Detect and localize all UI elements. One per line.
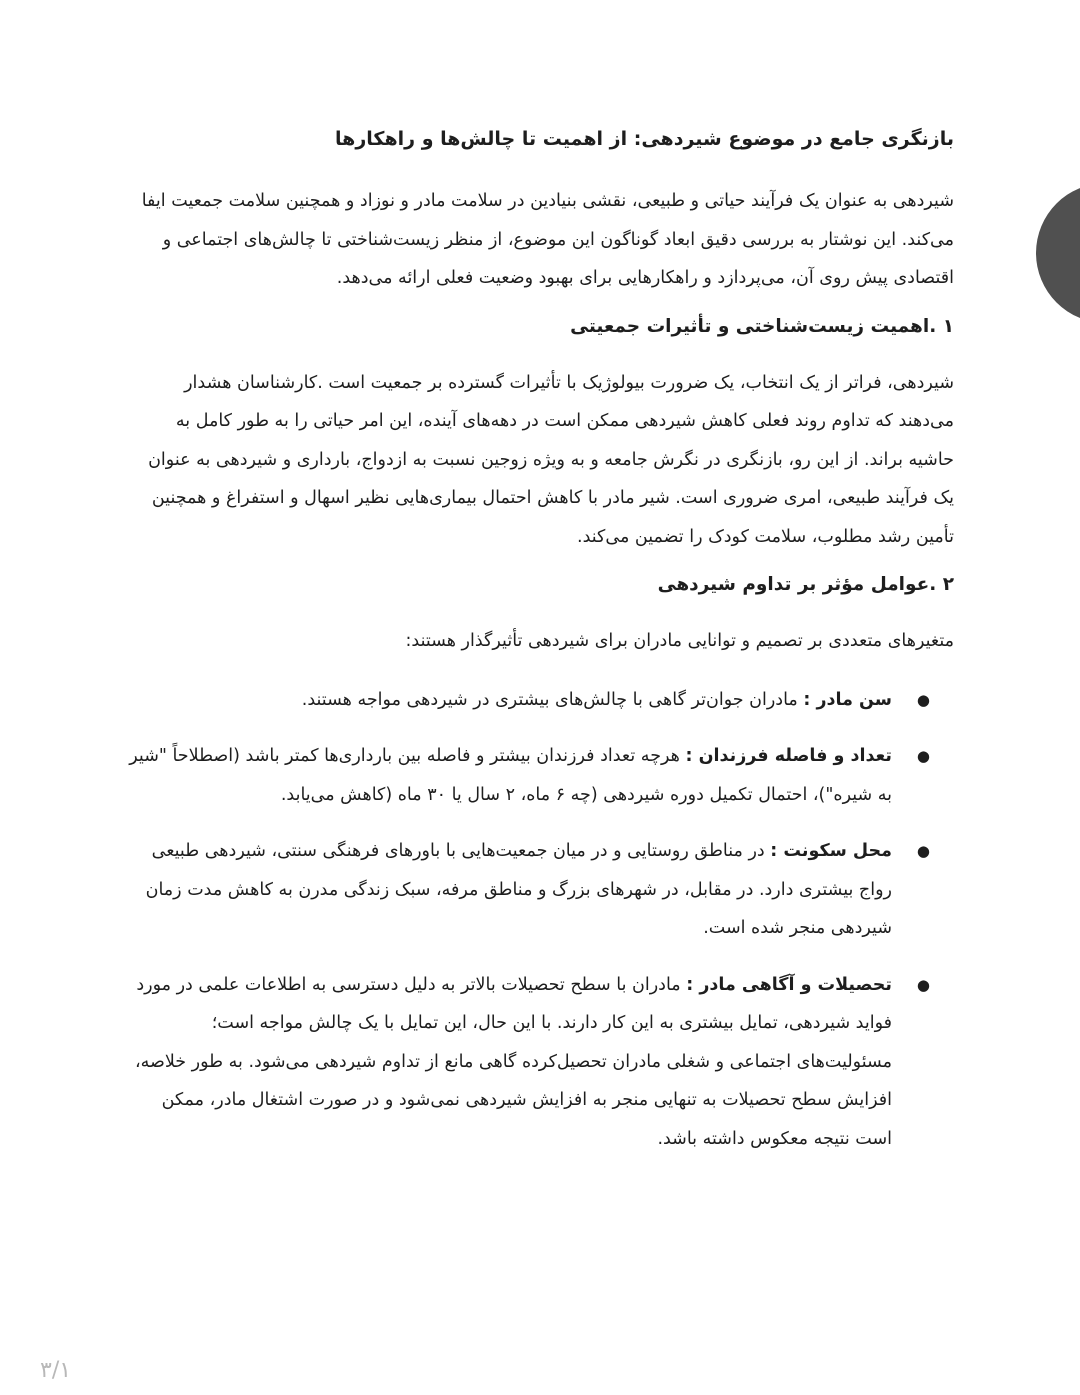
- list-item-mother-age: [128, 681, 930, 720]
- section-2-heading: ۲ .عوامل مؤثر بر تداوم شیردهی: [657, 574, 954, 595]
- list-item-text: در مناطق روستایی و در میان جمعیت‌هایی با باورهای فرهنگی سنتی، شیردهی طبیعی رواج بیشتری دارد. در مقابل، در شهرهای بزرگ و مناطق مرفه، سبک زندگی مدرن به کاهش مدت زمان شیردهی منجر شده است.: [145, 841, 892, 938]
- section-1-heading: ۱ .اهمیت زیست‌شناختی و تأثیرات جمعیتی: [570, 315, 954, 337]
- list-item-text: هرچه تعداد فرزندان بیشتر و فاصله بین بارداری‌ها کمتر باشد (اصطلاحاً "شیر به شیره")، احتمال تکمیل دوره شیردهی (چه ۶ ماه، ۲ سال یا ۳۰ ماه (کاهش می‌یابد.: [129, 746, 892, 805]
- bullet-icon: ●: [916, 975, 930, 994]
- list-item-term: سن مادر :: [803, 689, 892, 710]
- bullet-icon: ●: [916, 690, 930, 709]
- list-item-term: تحصیلات و آگاهی مادر :: [686, 974, 892, 995]
- list-item-text: مادران جوان‌تر گاهی با چالش‌های بیشتری در شیردهی مواجه هستند.: [301, 689, 798, 710]
- list-item-children-spacing: [128, 737, 930, 814]
- list-item-text: مادران با سطح تحصیلات بالاتر به دلیل دسترسی به اطلاعات علمی در مورد فواید شیردهی، تمایل بیشتری به این کار دارند. با این حال، این تمایل با یک چالش مواجه است؛ مسئولیت‌های اجتماعی و شغلی مادران تحصیل‌کرده گاهی مانع از تداوم شیردهی می‌شود. به طور خلاصه، افزایش سطح تحصیلات به تنهایی منجر به افزایش شیردهی نمی‌شود و در صورت اشتغال مادر، ممکن است نتیجه معکوس داشته باشد.: [134, 974, 892, 1149]
- page-number: ۳/۱: [40, 1358, 72, 1383]
- bullet-icon: ●: [916, 747, 930, 765]
- list-item-education: [128, 966, 930, 1159]
- list-item-residence: [128, 832, 930, 948]
- factors-list: [128, 681, 954, 1159]
- section-2-intro: متغیرهای متعددی بر تصمیم و توانایی مادران برای شیردهی تأثیرگذار هستند:: [405, 631, 954, 651]
- bullet-icon: ●: [916, 842, 930, 860]
- list-item-term: محل سکونت :: [770, 841, 892, 861]
- list-item-term: تعداد و فاصله فرزندان :: [685, 746, 892, 766]
- document-title: بازنگری جامع در موضوع شیردهی: از اهمیت تا چالش‌ها و راهکارها: [335, 128, 954, 150]
- section-1-paragraph: شیردهی، فراتر از یک انتخاب، یک ضرورت بیولوژیک با تأثیرات گسترده بر جمعیت است .کارشناسان هشدار می‌دهند که تداوم روند فعلی کاهش شیردهی ممکن است در دهه‌های آینده، این امر حیاتی را به طور کامل به حاشیه براند. از این رو، بازنگری در نگرش جامعه و به ویژه زوجین نسبت به ازدواج، بارداری و شیردهی به عنوان یک فرآیند طبیعی، امری ضروری است. شیر مادر با کاهش احتمال بیماری‌هایی نظیر اسهال و استفراغ و همچنین تأمین رشد مطلوب، سلامت کودک را تضمین می‌کند.: [148, 372, 954, 547]
- intro-paragraph: شیردهی به عنوان یک فرآیند حیاتی و طبیعی، نقشی بنیادین در سلامت مادر و نوزاد و همچنین سلامت جمعیت ایفا می‌کند. این نوشتار به بررسی دقیق ابعاد گوناگون این موضوع، از منظر زیست‌شناختی تا چالش‌های اجتماعی و اقتصادی پیش روی آن، می‌پردازد و راهکارهایی برای بهبود وضعیت فعلی ارائه می‌دهد.: [141, 191, 954, 288]
- side-tab-handle[interactable]: [1036, 183, 1080, 323]
- document-content: [128, 124, 954, 1176]
